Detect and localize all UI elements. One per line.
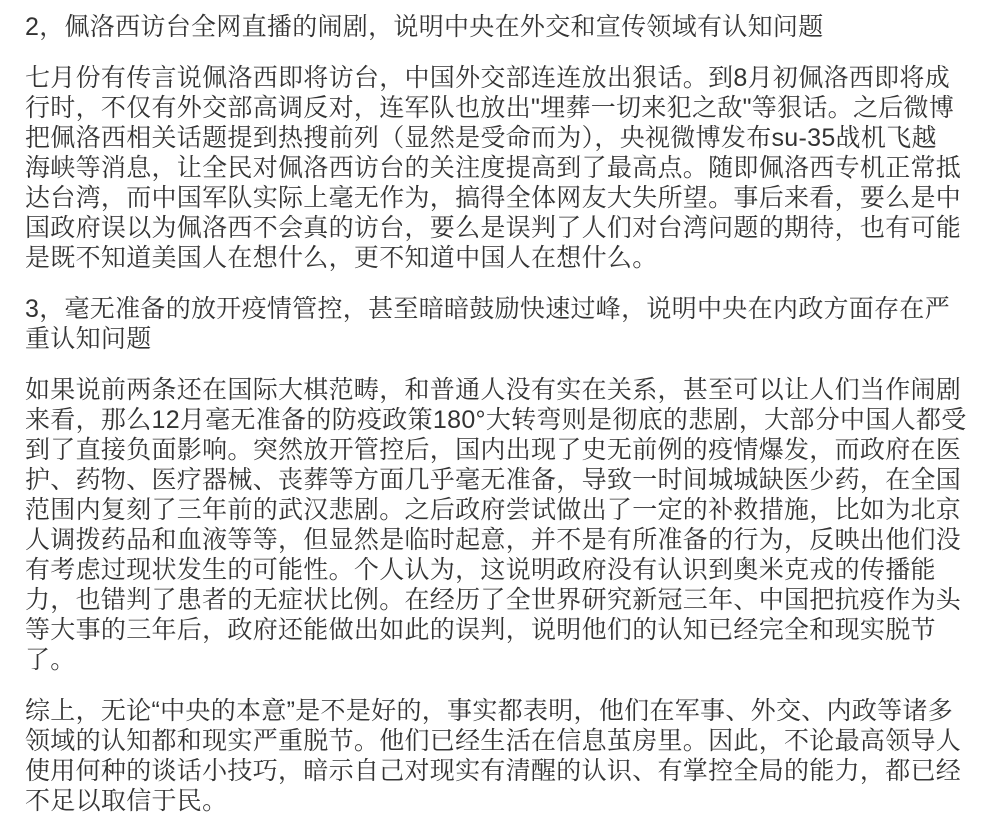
section-heading-pelosi	[25, 12, 975, 42]
text-line: 行时，不仅有外交部高调反对，连军队也放出"埋葬一切来犯之敌"等狠话。之后微博	[25, 94, 955, 122]
text-line: 力，也错判了患者的无症状比例。在经历了全世界研究新冠三年、中国把抗疫作为头	[25, 586, 962, 614]
text-line: 范围内复刻了三年前的武汉悲剧。之后政府尝试做出了一定的补救措施，比如为北京	[25, 496, 962, 524]
text-line: 护、药物、医疗器械、丧葬等方面几乎毫无准备，导致一时间城城缺医少药，在全国	[25, 466, 962, 494]
text-line: 领域的认知都和现实严重脱节。他们已经生活在信息茧房里。因此，不论最高领导人	[25, 727, 962, 755]
text-line: 使用何种的谈话小技巧，暗示自己对现实有清醒的认识、有掌控全局的能力，都已经	[25, 757, 962, 785]
text-line: 国政府误以为佩洛西不会真的访台，要么是误判了人们对台湾问题的期待，也有可能	[25, 214, 962, 242]
paragraph-pelosi-visit	[25, 63, 975, 273]
heading-line: 3，毫无准备的放开疫情管控，甚至暗暗鼓励快速过峰，说明中央在内政方面存在严	[25, 295, 951, 323]
text-line: 有考虑过现状发生的可能性。个人认为，这说明政府没有认识到奥米克戎的传播能	[25, 556, 936, 584]
text-line: 到了直接负面影响。突然放开管控后，国内出现了史无前例的疫情爆发，而政府在医	[25, 436, 962, 464]
text-line: 综上，无论“中央的本意”是不是好的，事实都表明，他们在军事、外交、内政等诸多	[25, 697, 954, 725]
text-line: 达台湾，而中国军队实际上毫无作为，搞得全体网友大失所望。事后来看，要么是中	[25, 184, 962, 212]
text-line: 海峡等消息，让全民对佩洛西访台的关注度提高到了最高点。随即佩洛西专机正常抵	[25, 154, 962, 182]
paragraph-conclusion	[25, 696, 975, 816]
section-heading-covid	[25, 294, 975, 354]
heading-line: 2，佩洛西访台全网直播的闹剧，说明中央在外交和宣传领域有认知问题	[25, 13, 824, 41]
text-line: 把佩洛西相关话题提到热搜前列（显然是受命而为），央视微博发布su-35战机飞越	[25, 124, 937, 152]
text-line: 了。	[25, 646, 76, 674]
text-line: 七月份有传言说佩洛西即将访台，中国外交部连连放出狠话。到8月初佩洛西即将成	[25, 64, 951, 92]
text-line: 来看，那么12月毫无准备的防疫政策180°大转弯则是彻底的悲剧，大部分中国人都受	[25, 406, 967, 434]
text-line: 如果说前两条还在国际大棋范畴，和普通人没有实在关系，甚至可以让人们当作闹剧	[25, 376, 962, 404]
paragraph-covid-reopening	[25, 375, 975, 675]
text-line: 是既不知道美国人在想什么，更不知道中国人在想什么。	[25, 244, 658, 272]
text-line: 人调拨药品和血液等等，但显然是临时起意，并不是有所准备的行为，反映出他们没	[25, 526, 962, 554]
text-line: 等大事的三年后，政府还能做出如此的误判，说明他们的认知已经完全和现实脱节	[25, 616, 936, 644]
text-line: 不足以取信于民。	[25, 787, 228, 815]
heading-line: 重认知问题	[25, 325, 152, 353]
